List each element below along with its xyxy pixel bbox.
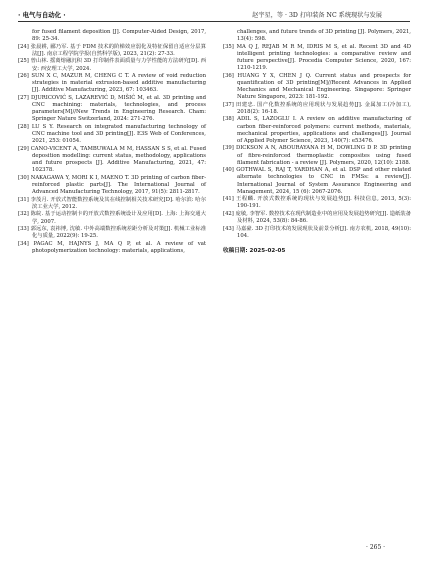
reference-43: [43] 马嘉豪. 3D 打印技术的发展现状及前景分析[J]. 南方农机, 2018, 49(10): 104. — [223, 225, 411, 239]
reference-29: [29] CANO-VICENT A, TAMBUWALA M M, HASSAN S S, et al. Fused deposition modelling: current status, methodology, applications and future prospects [J]. Additive Manufacturing, 2021, 47: 102378. — [18, 145, 206, 174]
journal-name: · 电气与自动化 · — [18, 11, 66, 19]
reference-40: [40] GOTHWAL S, RAJ T, YARDHAN A, et al. DSP and other related alternate technologies to CNC in FMSs: a review[J]. International Journal of System Assurance Engineering and Management, 2024, 15 (6): 2067-2076. — [223, 167, 411, 195]
reference-33: [33] 郭远东, 袁祎博, 沈敏. 中外高端数控系统差距分析及对策[J]. 机械工业标准化与质量, 2022(9): 19-25. — [18, 226, 206, 240]
reference-continuation: for fused filament deposition [J]. Computer-Aided Design, 2017, 89: 25-34. — [32, 29, 206, 43]
received-date: 收稿日期: 2025-02-05 — [223, 248, 286, 255]
running-title: 赵宇星，等 · 3D 打印装备 NC 系统现状与发展 — [252, 12, 382, 19]
reference-continuation: challenges, and future trends of 3D printing [J]. Polymers, 2021, 13(4): 598. — [237, 29, 411, 43]
right-column — [223, 29, 411, 261]
reference-27: [27] DJURICOVIĆ S, LAZAREVIĆ D, MIŠIĆ M, et al. 3D printing and CNC machining: materials, technologies, and process parameters[M]//New Trends in Engineering Research. Cham: Springer Nature Switzerland, 2024: 271-276. — [18, 94, 206, 123]
reference-32: [32] 陈皖. 基于运动控制卡的开放式数控系统设计及应用[D]. 上海: 上海交通大学, 2007. — [18, 211, 206, 225]
left-column — [18, 29, 206, 256]
reference-30: [30] NAKAGAWA Y, MORI K I, MAENO T. 3D printing of carbon fiber-reinforced plastic parts[J]. The International Journal of Advanced Manufacturing Technology, 2017, 91(5): 2811-2817. — [18, 174, 206, 196]
reference-36: [36] HUANG Y X, CHEN J Q. Current status and prospects for quantification of 3D printing[M]//Recent Advances in Applied Mechanics and Mechanical Engineering. Singapore: Springer Nature Singapore, 2023: 181-192. — [223, 72, 411, 101]
header-rule — [18, 21, 410, 22]
page-header — [18, 7, 410, 25]
reference-35: [35] MA Q J, REJAB M R M, IDRIS M S, et al. Recent 3D and 4D intelligent printing technologies: a comparative review and future perspective[J]. Procedia Computer Science, 2020, 167: 1210-1219. — [223, 43, 411, 72]
reference-42: [42] 庞敏, 李智军. 数控技术在现代制造业中的应用及发展趋势研究[J]. 造纸装备及材料, 2024, 53(8): 84-86. — [223, 211, 411, 225]
page-number: · 265 · — [366, 544, 386, 551]
reference-24: [24] 张晨耕, 郦乃军. 基于 FDM 技术的阶梯效应弱化及特征保留自适应分层算法[J]. 南京工程学院学报(自然科学版), 2023, 21(2): 27-33. — [18, 43, 206, 57]
reference-37: [37] 田建忠. 国产化数控系统的应用现状与发展趋势[J]. 金属加工(冷加工), 2018(2): 16-18. — [223, 101, 411, 115]
reference-28: [28] LU S Y. Research on integrated manufacturing technology of CNC machine tool and 3D printing[J]. E3S Web of Conferences, 2021, 253: 01054. — [18, 123, 206, 145]
reference-39: [39] DICKSON A N, ABOURAYANA H M, DOWLING D P. 3D printing of fibre-reinforced thermoplastic composites using fused filament fabrication - a review [J]. Polymers, 2020, 12(10): 2188. — [223, 145, 411, 166]
reference-26: [26] SUN X C, MAZUR M, CHENG C T. A review of void reduction strategies in material extrusion-based additive manufacturing [J]. Additive Manufacturing, 2023, 67: 103463. — [18, 73, 206, 94]
reference-31: [31] 李茂月. 开放式智能数控系统及其在线控制相关技术研究[D]. 哈尔滨: 哈尔滨工业大学, 2012. — [18, 196, 206, 210]
reference-41: [41] 王程麟. 开放式数控系统的现状与发展趋势[J]. 科技信息, 2013, 5(3): 190-191. — [223, 196, 411, 210]
reference-38: [38] ADIL S, LAZOGLU I. A review on additive manufacturing of carbon fiber-reinforced polymers: current methods, materials, mechanical properties, applications and challenges[J]. Journal of Applied Polymer Science, 2023, 140(7): e53476. — [223, 116, 411, 144]
reference-34: [34] PAGAC M, HAJNYS J, MA Q P, et al. A review of vat photopolymerization technology: materials, applications, — [18, 240, 206, 254]
reference-25: [25] 曾山林. 摇离熔融沉积 3D 打印制件表面质量与力学性能的方法研究[D]. 西安: 西安理工大学, 2024. — [18, 58, 206, 72]
